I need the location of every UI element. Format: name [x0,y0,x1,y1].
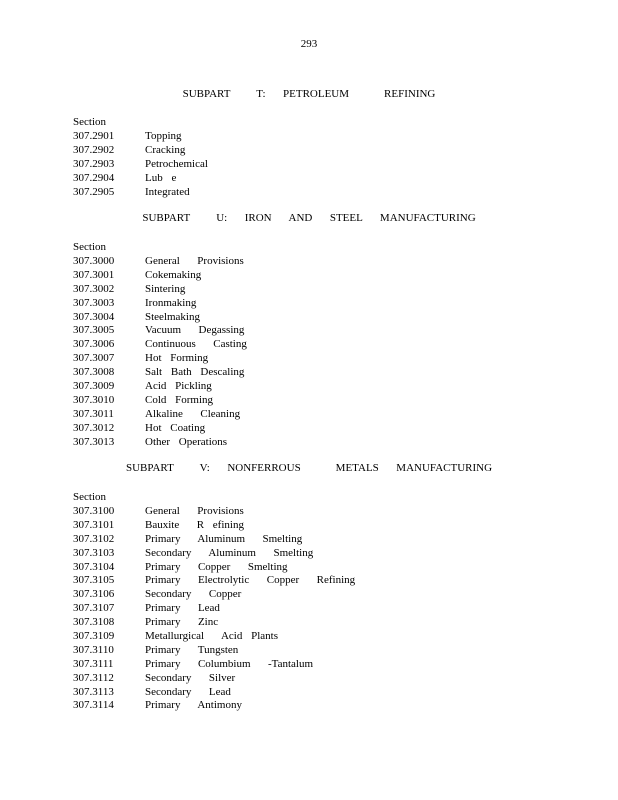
section-row [73,601,573,615]
section-number: 307.3105 [73,574,115,587]
subpart-u-section-list [73,240,573,448]
section-number: 307.3008 [73,366,115,379]
section-row [73,518,573,532]
section-number: 307.3007 [73,352,115,365]
section-name: Lub e [145,171,177,184]
section-name: Continuous Casting [145,338,247,351]
section-row [73,337,573,351]
section-number: 307.2903 [73,157,115,170]
section-row [73,560,573,574]
section-name: Acid Pickling [145,380,212,393]
section-row [73,351,573,365]
section-number: 307.3001 [73,268,115,281]
section-number: 307.3100 [73,505,115,517]
section-row [73,282,573,296]
section-row [73,129,573,143]
section-number: 307.2905 [73,185,115,198]
section-header: Section [73,116,106,128]
section-number: 307.3109 [73,630,115,643]
section-number: 307.3113 [73,685,114,698]
section-name: Vacuum Degassing [145,324,245,337]
section-number: 307.3000 [73,255,115,267]
section-number: 307.2904 [73,171,115,184]
section-name: Integrated [145,185,190,198]
section-number: 307.3004 [73,310,115,323]
section-number: 307.3005 [73,324,115,337]
section-row [73,698,573,712]
section-number: 307.3006 [73,338,115,351]
section-row [73,435,573,449]
section-header: Section [73,491,106,503]
section-number: 307.3101 [73,518,115,531]
section-number: 307.3009 [73,380,115,393]
section-number: 307.3114 [73,699,114,712]
section-row [73,504,573,518]
section-row [73,643,573,657]
section-number: 307.3012 [73,421,115,434]
section-row [73,323,573,337]
section-name: Secondary Lead [145,685,231,698]
section-name: Primary Zinc [145,616,219,629]
section-row [73,393,573,407]
section-row [73,171,573,185]
page-number: 293 [300,38,318,50]
section-name: Primary Aluminum Smelting [145,532,303,545]
section-row [73,587,573,601]
section-name: Secondary Copper [145,588,242,601]
section-row [73,657,573,671]
section-number: 307.3011 [73,407,114,420]
section-header: Section [73,241,106,253]
section-name: Metallurgical Acid Plants [145,630,278,643]
section-number: 307.3107 [73,602,115,615]
section-number: 307.3013 [73,435,115,448]
section-number: 307.2902 [73,143,115,156]
section-number: 307.3104 [73,560,115,573]
section-name: Hot Forming [145,352,209,365]
section-row [73,310,573,324]
section-number: 307.3102 [73,532,115,545]
section-name: Primary Columbium -Tantalum [145,657,314,670]
section-row [73,407,573,421]
section-number: 307.3106 [73,588,115,601]
section-name: Cold Forming [145,393,214,406]
section-number: 307.3010 [73,393,115,406]
subpart-t-section-list [73,115,573,198]
section-row [73,671,573,685]
section-name: Primary Lead [145,602,220,615]
section-row [73,615,573,629]
section-row [73,532,573,546]
section-row [73,379,573,393]
section-number: 307.3002 [73,282,115,295]
section-number: 307.3103 [73,546,115,559]
section-name: Primary Tungsten [145,643,239,656]
section-row [73,365,573,379]
section-name: Primary Electrolytic Copper Refining [145,574,356,587]
section-row [73,254,573,268]
section-name: Steelmaking [145,310,200,323]
subpart-t-title: SUBPART T: PETROLEUM REFINING [182,88,436,100]
section-row [73,185,573,199]
section-name: Cracking [145,143,186,156]
section-name: Ironmaking [145,296,197,309]
subpart-v-title: SUBPART V: NONFERROUS METALS MANUFACTURING [125,462,493,474]
section-name: Primary Antimony [145,699,242,712]
section-name: Hot Coating [145,421,206,434]
section-number: 307.3003 [73,296,115,309]
section-row [73,268,573,282]
subpart-u-title: SUBPART U: IRON AND STEEL MANUFACTURING [142,212,476,224]
section-name: General Provisions [145,255,244,267]
section-name: Secondary Silver [145,671,236,684]
section-row [73,421,573,435]
section-name: Salt Bath Descaling [145,366,245,379]
section-row [73,685,573,699]
section-name: Bauxite R efining [145,518,244,531]
section-number: 307.3111 [73,657,114,670]
section-row [73,143,573,157]
section-name: General Provisions [145,505,244,517]
section-name: Alkaline Cleaning [145,407,241,420]
section-row [73,157,573,171]
section-name: Petrochemical [145,157,208,170]
section-row [73,629,573,643]
section-name: Other Operations [145,435,228,448]
section-row [73,296,573,310]
section-name: Topping [145,130,182,142]
section-number: 307.3110 [73,643,114,656]
section-row [73,546,573,560]
section-row [73,573,573,587]
section-number: 307.2901 [73,130,115,142]
section-number: 307.3112 [73,671,114,684]
subpart-v-section-list [73,490,573,712]
section-name: Cokemaking [145,268,202,281]
section-name: Secondary Aluminum Smelting [145,546,314,559]
section-name: Sintering [145,282,186,295]
section-number: 307.3108 [73,616,115,629]
section-name: Primary Copper Smelting [145,560,288,573]
